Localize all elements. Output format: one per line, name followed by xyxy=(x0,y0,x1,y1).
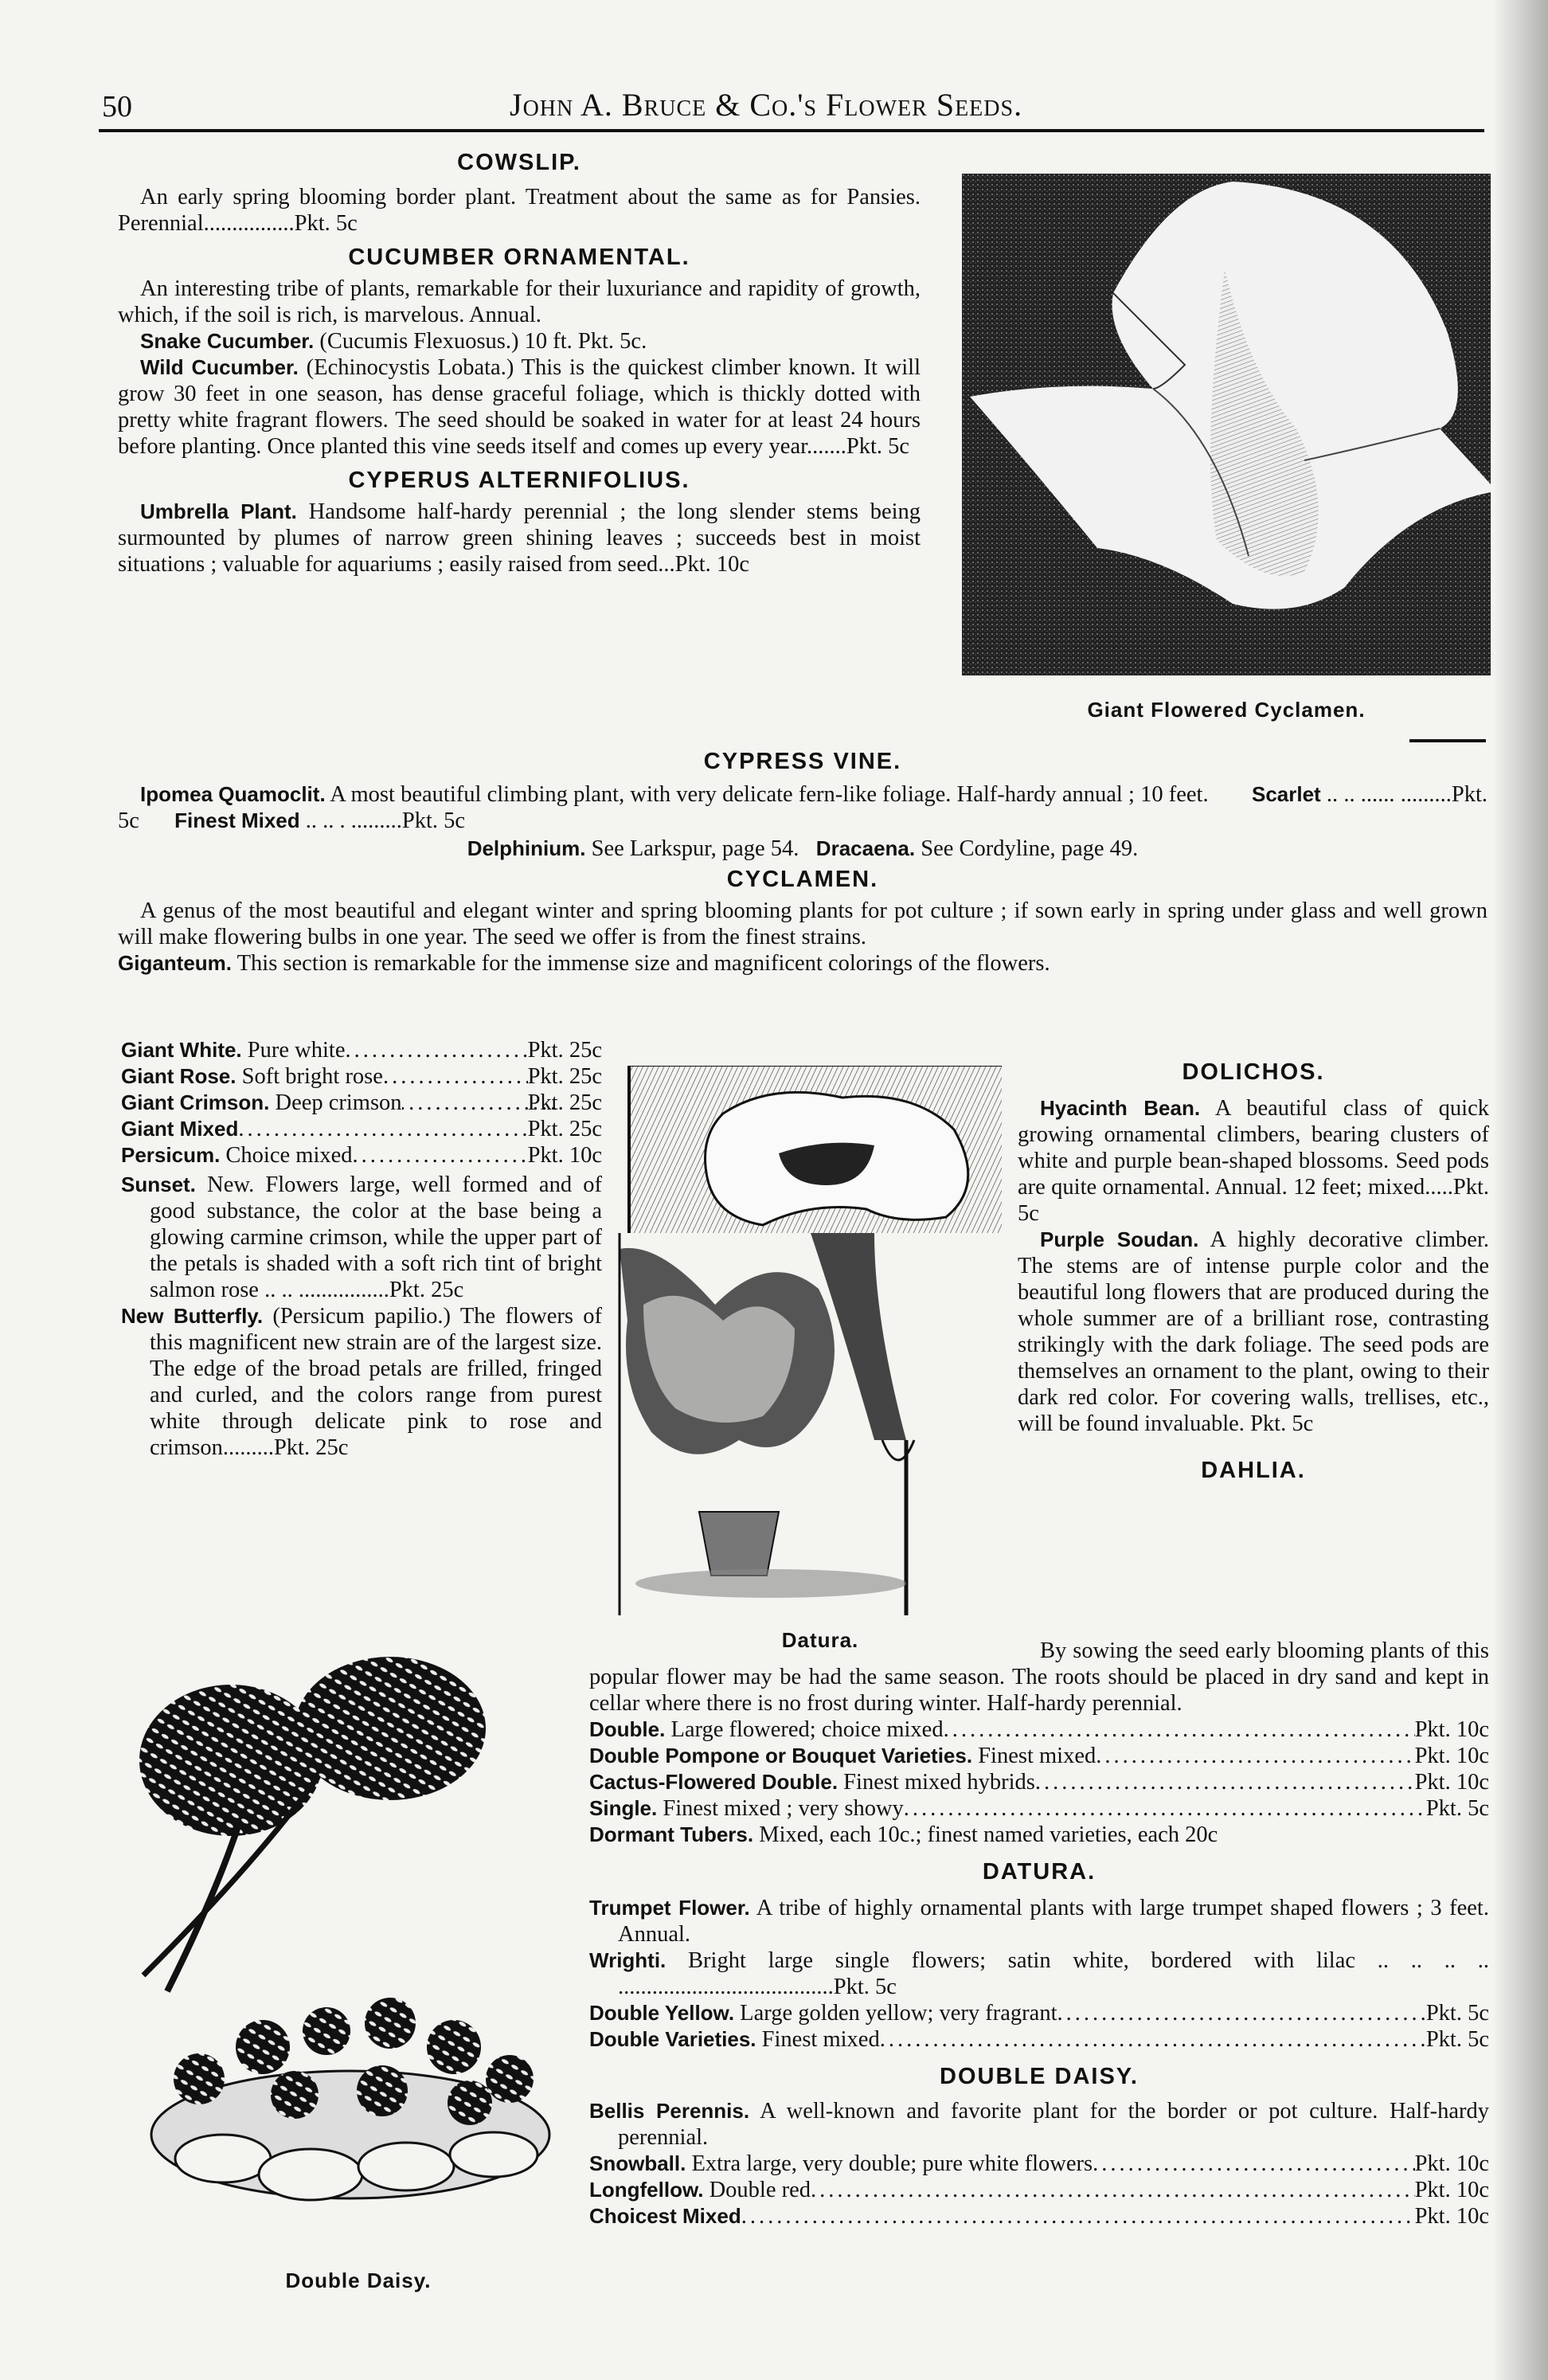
hyacinth-bean-price: Pkt. 5c xyxy=(1018,1175,1489,1226)
cross-references xyxy=(118,836,1487,862)
dormant-tubers-text: Mixed, each 10c.; finest named varieties, each 20c xyxy=(759,1822,1218,1847)
delphinium-text: See Larkspur, page 54. xyxy=(591,836,799,861)
dolichos-column xyxy=(1018,1059,1489,1484)
purple-soudan-price: Pkt. 5c xyxy=(1250,1411,1314,1436)
giganteum-entry xyxy=(118,950,1487,977)
datura-heading: DATURA. xyxy=(982,1859,1096,1885)
cyclamen-heading: CYCLAMEN. xyxy=(726,867,879,892)
dormant-tubers-name: Dormant Tubers. xyxy=(589,1822,754,1846)
item-price: Pkt. 5c xyxy=(833,1975,897,1999)
ipomea-text: A most beautiful climbing plant, with very delicate fern-like foliage. Half-hardy annual ; 10 feet. xyxy=(330,782,1209,807)
item-price: Pkt. 5c xyxy=(1425,1796,1489,1821)
item-name: Cactus-Flowered Double. xyxy=(589,1770,838,1794)
datura-illustration xyxy=(612,1066,1002,1615)
purple-soudan-entry xyxy=(1018,1227,1489,1437)
giganteum-name: Giganteum. xyxy=(118,951,233,975)
item-name: Giant Rose. xyxy=(121,1064,236,1088)
cowslip-text: An early spring blooming border plant. Treatment about the same as for Pansies. Perennial xyxy=(118,185,921,236)
item-name: Giant Mixed xyxy=(121,1117,239,1141)
dracaena-text: See Cordyline, page 49. xyxy=(921,836,1139,861)
cypress-vine-heading: CYPRESS VINE. xyxy=(703,749,902,774)
cucumber-intro: An interesting tribe of plants, remarkable for their luxuriance and rapidity of growth, which, if the soil is rich, is marvelous. Annual. xyxy=(118,276,921,327)
item-name: Snowball. xyxy=(589,2151,686,2175)
giant-cyclamen-caption: Giant Flowered Cyclamen. xyxy=(1087,698,1366,722)
item-desc: Double red xyxy=(709,2178,811,2202)
dracaena-name: Dracaena. xyxy=(815,836,916,860)
item-desc: Finest mixed ; very showy xyxy=(663,1796,904,1821)
new-butterfly-text: (Persicum papilio.) The flowers of this magnificent new strain are of the largest size. The edge of the broad petals are frilled, fringed and curled, and the colors range from purest white through delicate pink to rose and crimson xyxy=(150,1304,603,1460)
item-price: Pkt. 5c xyxy=(1425,2027,1489,2052)
hyacinth-bean-entry: Hyacinth Bean. A beautiful class of quick growing ornamental climbers, bearing clusters of white and purple bean-shaped blossoms. Seed pods are quite ornamental. Annual. 12 feet; mixed.....Pkt. 5c xyxy=(1018,1096,1490,1226)
cyclamen-items-column xyxy=(121,1037,602,1461)
dolichos-heading: DOLICHOS. xyxy=(1182,1059,1325,1085)
item-desc: Choice mixed xyxy=(225,1143,353,1168)
sunset-name: Sunset. xyxy=(121,1172,196,1196)
cowslip-heading: COWSLIP. xyxy=(457,150,581,175)
trumpet-flower-entry xyxy=(589,1895,1489,1947)
item-name: Double Yellow. xyxy=(589,2001,735,2025)
datura-item: Wrighti. Bright large single flowers; satin white, bordered with lilac .. .. .. .. ......................................Pkt. 5c xyxy=(589,1948,1489,1999)
cyclamen-item xyxy=(121,1063,602,1090)
dahlia-intro: By sowing the seed early blooming plants of this popular flower may be had the same season. The roots should be placed in dry sand and kept in cellar where there is no frost during winter. Half-hardy perennial. xyxy=(589,1638,1489,1716)
item-name: Double Pompone or Bouquet Varieties. xyxy=(589,1744,973,1767)
cyperus-heading: CYPERUS ALTERNIFOLIUS. xyxy=(348,468,690,493)
umbrella-plant-name: Umbrella Plant. xyxy=(140,499,297,523)
cyclamen-item xyxy=(121,1142,602,1168)
item-desc: Soft bright rose xyxy=(241,1064,383,1089)
hyacinth-bean-name: Hyacinth Bean. xyxy=(1040,1096,1201,1120)
item-price: Pkt. 10c xyxy=(1414,1717,1489,1742)
double-daisy-illustration xyxy=(127,1657,573,2246)
snake-cucumber-entry xyxy=(118,328,921,354)
header-rule xyxy=(99,129,1484,132)
dahlia-item xyxy=(589,1716,1489,1743)
item-desc: Finest mixed hybrids xyxy=(843,1770,1035,1795)
lower-right-column xyxy=(589,1638,1489,2229)
datura-plant-drawing xyxy=(612,1066,1002,1615)
cucumber-heading: CUCUMBER ORNAMENTAL. xyxy=(348,245,690,270)
item-price: Pkt. 10c xyxy=(1414,2204,1489,2229)
item-name: Giant Crimson. xyxy=(121,1090,270,1114)
wild-cucumber-text: (Echinocystis Lobata.) This is the quickest climber known. It will grow 30 feet in one season, has dense graceful foliage, which is thickly dotted with pretty white fragrant flowers. The seed should be soaked in water for at least 24 hours before planting. Once planted this vine seeds itself and comes up every year xyxy=(118,355,921,459)
item-price: Pkt. 10c xyxy=(1414,2178,1489,2202)
item-price: Pkt. 10c xyxy=(1414,1770,1489,1795)
ipomea-entry: Ipomea Quamoclit. A most beautiful climbing plant, with very delicate fern-like foliage. Half-hardy annual ; 10 feet. Scarlet .. .. ...... .........Pkt. 5c Finest Mixed .. .. . .........Pkt. 5c xyxy=(118,782,1487,833)
item-desc: Finest mixed xyxy=(761,2027,880,2052)
bellis-perennis-name: Bellis Perennis. xyxy=(589,2099,750,2123)
dahlia-heading: DAHLIA. xyxy=(1201,1458,1306,1483)
item-name: Choicest Mixed xyxy=(589,2204,741,2228)
snake-cucumber-text: (Cucumis Flexuosus.) 10 ft. Pkt. 5c. xyxy=(319,329,647,354)
item-desc: Bright large single flowers; satin white, bordered with lilac xyxy=(688,1948,1356,1973)
item-price: Pkt. 10c xyxy=(1414,2151,1489,2176)
umbrella-plant-text: Handsome half-hardy perennial ; the long slender stems being surmounted by plumes of narrow green shining leaves ; succeeds best in moist situations ; valuable for aquariums ; easily raised from seed xyxy=(118,499,921,577)
new-butterfly-name: New Butterfly. xyxy=(121,1304,264,1328)
cowslip-entry: An early spring blooming border plant. Treatment about the same as for Pansies. Perennial................Pkt. 5c xyxy=(118,185,921,236)
wild-cucumber-name: Wild Cucumber. xyxy=(140,355,299,379)
wild-cucumber-entry: Wild Cucumber. (Echinocystis Lobata.) This is the quickest climber known. It will grow 30 feet in one season, has dense graceful foliage, which is thickly dotted with pretty white fragrant flowers. The seed should be soaked in water for at least 24 hours before planting. Once planted this vine seeds itself and comes up every year.......Pkt. 5c xyxy=(118,355,921,459)
cyclamen-item xyxy=(121,1116,602,1142)
double-daisy-item xyxy=(589,2177,1489,2203)
item-desc: Large flowered; choice mixed xyxy=(670,1717,944,1742)
hyacinth-bean-text: A beautiful class of quick growing ornamental climbers, bearing clusters of white and purple bean-shaped blossoms. Seed pods are quite ornamental. Annual. 12 feet; mixed xyxy=(1018,1096,1490,1200)
new-butterfly-price: Pkt. 25c xyxy=(273,1435,349,1460)
item-desc: Finest mixed xyxy=(978,1744,1096,1768)
double-daisy-item xyxy=(589,2203,1489,2229)
item-name: Double. xyxy=(589,1717,666,1741)
item-price: Pkt. 25c xyxy=(527,1117,602,1141)
double-daisy-heading: DOUBLE DAISY. xyxy=(940,2064,1139,2089)
running-title: John A. Bruce & Co.'s Flower Seeds. xyxy=(510,87,1023,123)
sunset-entry: Sunset. New. Flowers large, well formed and of good substance, the color at the base being a glowing carmine crimson, while the upper part of the petals is shaded with a soft rich tint of bright salmon rose .. .. ................Pkt. 25c xyxy=(121,1172,603,1302)
datura-item xyxy=(589,2000,1489,2026)
cyclamen-item xyxy=(121,1037,602,1063)
wild-cucumber-price: Pkt. 5c xyxy=(846,434,910,459)
item-name: Single. xyxy=(589,1796,658,1820)
double-daisy-caption: Double Daisy. xyxy=(285,2268,432,2292)
scarlet-label: Scarlet xyxy=(1251,782,1321,806)
page-number: 50 xyxy=(102,90,132,123)
item-name: Wrighti. xyxy=(589,1948,666,1972)
item-price: Pkt. 25c xyxy=(527,1038,602,1063)
cypress-vine-section xyxy=(118,749,1487,977)
purple-soudan-text: A highly decorative climber. The stems are of intense purple color and the beautiful long flowers that are produced during the whole summer are of a brilliant rose, contrasting strikingly with the dark foliage. The seed pods are themselves an ornament to the plant, owing to their dark red color. For covering walls, trellises, etc., will be found invaluable. xyxy=(1018,1227,1489,1436)
page-edge-shadow xyxy=(1492,0,1548,2380)
item-desc: Pure white xyxy=(247,1038,346,1063)
dahlia-item xyxy=(589,1743,1489,1769)
caption-rule xyxy=(1409,739,1486,742)
item-name: Persicum. xyxy=(121,1143,221,1167)
cyperus-entry: Umbrella Plant. Handsome half-hardy perennial ; the long slender stems being surmounted by plumes of narrow green shining leaves ; succeeds best in moist situations ; valuable for aquariums ; easily raised from seed...Pkt. 10c xyxy=(118,499,921,577)
new-butterfly-entry: New Butterfly. (Persicum papilio.) The flowers of this magnificent new strain are of the largest size. The edge of the broad petals are frilled, fringed and curled, and the colors range from purest white through delicate pink to rose and crimson.........Pkt. 25c xyxy=(121,1304,603,1460)
trumpet-flower-name: Trumpet Flower. xyxy=(589,1896,750,1920)
item-desc: Deep crimson xyxy=(275,1090,402,1115)
trumpet-flower-text: A tribe of highly ornamental plants with large trumpet shaped flowers ; 3 feet. Annual. xyxy=(618,1896,1489,1947)
item-name: Longfellow. xyxy=(589,2178,704,2202)
giganteum-text: This section is remarkable for the immense size and magnificent colorings of the flowers. xyxy=(236,951,1050,976)
finest-mixed-label: Finest Mixed xyxy=(174,808,300,832)
item-name: Giant White. xyxy=(121,1038,242,1062)
scarlet-price: Pkt. 5c xyxy=(118,782,1487,833)
purple-soudan-name: Purple Soudan. xyxy=(1040,1227,1199,1251)
bellis-perennis-entry xyxy=(589,2098,1489,2151)
cowslip-price: Pkt. 5c xyxy=(294,211,358,236)
snake-cucumber-name: Snake Cucumber. xyxy=(140,329,315,353)
datura-item xyxy=(589,2026,1489,2053)
item-desc: Extra large, very double; pure white flowers xyxy=(691,2151,1093,2176)
giant-cyclamen-illustration xyxy=(962,174,1491,675)
sunset-price: Pkt. 25c xyxy=(389,1278,464,1302)
datura-caption: Datura. xyxy=(781,1628,859,1652)
item-price: Pkt. 25c xyxy=(527,1064,602,1089)
cyclamen-flower-drawing xyxy=(962,174,1491,675)
sunset-text: New. Flowers large, well formed and of good substance, the color at the base being a glowing carmine crimson, while the upper part of the petals is shaded with a soft rich tint of bright salmon rose xyxy=(150,1172,603,1302)
double-daisy-item xyxy=(589,2151,1489,2177)
item-price: Pkt. 5c xyxy=(1425,2001,1489,2026)
item-price: Pkt. 10c xyxy=(527,1143,602,1168)
dormant-tubers-entry xyxy=(589,1822,1489,1848)
item-name: Double Varieties. xyxy=(589,2027,756,2051)
item-price: Pkt. 10c xyxy=(1414,1744,1489,1768)
delphinium-name: Delphinium. xyxy=(467,836,586,860)
dahlia-item xyxy=(589,1769,1489,1795)
item-price: Pkt. 25c xyxy=(527,1090,602,1115)
left-top-column xyxy=(118,150,921,577)
bellis-perennis-text: A well-known and favorite plant for the border or pot culture. Half-hardy perennial. xyxy=(618,2099,1489,2150)
umbrella-plant-price: Pkt. 10c xyxy=(674,552,750,577)
cyclamen-intro: A genus of the most beautiful and elegant winter and spring blooming plants for pot culture ; if sown early in spring under glass and well grown will make flowering bulbs in one year. The seed we offer is from the finest strains. xyxy=(118,898,1487,949)
double-daisy-drawing xyxy=(127,1657,573,2246)
item-desc: Large golden yellow; very fragrant xyxy=(740,2001,1057,2026)
finest-mixed-price: Pkt. 5c xyxy=(401,808,466,833)
dahlia-item xyxy=(589,1795,1489,1822)
cyclamen-item xyxy=(121,1090,602,1116)
ipomea-name: Ipomea Quamoclit. xyxy=(140,782,326,806)
